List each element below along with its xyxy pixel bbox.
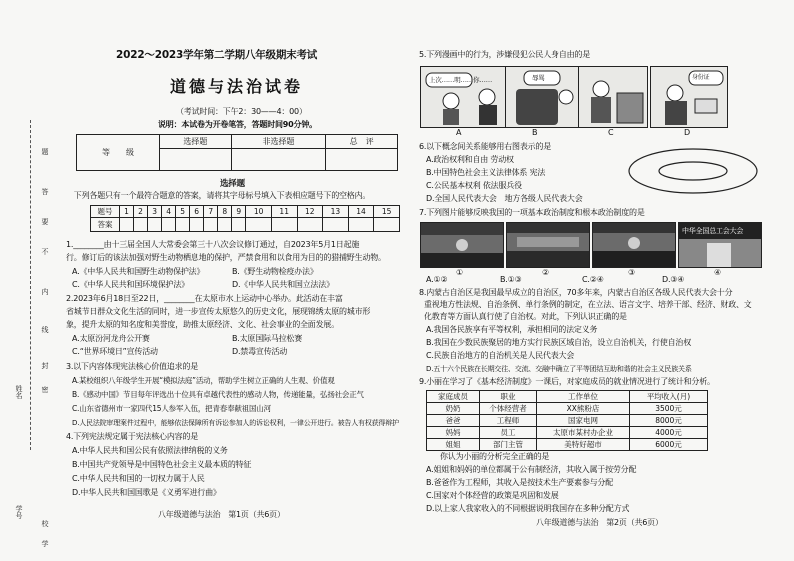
question-number: 8 — [218, 206, 232, 218]
concept-ellipses — [626, 146, 760, 196]
question-stem: 省城节日群众文化生活的同时，进一步宣传太原悠久的历史文化，展现锦绣太原的城市形 — [66, 307, 371, 316]
option: A.中华人民共和国公民有依照法律纳税的义务 — [72, 446, 228, 455]
table-cell: 太原市某村办企业 — [537, 427, 630, 439]
question-number: 9 — [232, 206, 246, 218]
score-col-total: 总 评 — [326, 135, 398, 149]
page-footer: 八年级道德与法治 第1页（共6页） — [158, 510, 285, 519]
option: D.全国人民代表大会 地方各级人民代表大会 — [426, 194, 583, 203]
answer-cell[interactable] — [271, 218, 297, 232]
score-col-nonchoice: 非选择题 — [231, 135, 326, 149]
comic-label: A — [456, 128, 462, 137]
exam-note: 说明：本试卷为开卷笔答，答题时间90分钟。 — [158, 120, 317, 129]
comic-d — [650, 66, 728, 128]
answer-row-label: 答案 — [91, 218, 120, 232]
option: C.②④ — [582, 275, 604, 284]
margin-label: 封 — [41, 362, 49, 369]
question-stem: 9.小丽在学习了《基本经济制度》一课后，对家庭成员的就业情况进行了统计和分析。 — [419, 377, 715, 386]
section-title: 选择题 — [220, 179, 245, 189]
answer-row-label: 题号 — [91, 206, 120, 218]
table-cell: 4000元 — [630, 427, 708, 439]
answer-table — [90, 205, 400, 232]
table-header: 工作单位 — [537, 391, 630, 403]
question-number: 4 — [162, 206, 176, 218]
photo-label: ④ — [714, 268, 722, 277]
question-number: 6 — [190, 206, 204, 218]
seal-line — [30, 120, 31, 450]
question-stem: 重视地方性法规、自治条例、单行条例的制定，在立法、语言文字、培养干部、经济、财政、文 — [424, 300, 752, 309]
table-cell: 国家电网 — [537, 415, 630, 427]
option: B.太原国际马拉松赛 — [232, 334, 303, 343]
photo-1 — [420, 222, 504, 268]
answer-cell[interactable] — [348, 218, 374, 232]
question-number: 1 — [120, 206, 134, 218]
binding-margin — [0, 0, 58, 561]
option: A.太原汾河龙舟公开赛 — [72, 334, 150, 343]
photo-label: ② — [542, 268, 550, 277]
option: A.《中华人民共和国野生动物保护法》 — [72, 267, 205, 276]
option: C.民族自治地方的自治机关是人民代表大会 — [426, 351, 575, 360]
question-number: 15 — [374, 206, 400, 218]
page-footer: 八年级道德与法治 第2页（共6页） — [536, 518, 663, 527]
option: D.禁毒宣传活动 — [232, 347, 288, 356]
question-stem: 化教育等方面认真行使了自治权。对此，下列认识正确的是 — [424, 312, 627, 321]
speech-bubble: 身份证 — [692, 74, 710, 81]
answer-cell[interactable] — [218, 218, 232, 232]
exam-title: 2022～2023学年第二学期八年级期末考试 — [116, 49, 318, 61]
table-cell: 6000元 — [630, 439, 708, 451]
photo-label: ① — [456, 268, 464, 277]
question-number: 3 — [148, 206, 162, 218]
speech-bubble: 辱骂 — [532, 74, 545, 82]
table-cell: 员工 — [480, 427, 537, 439]
margin-label: 学 — [41, 540, 49, 547]
option: C.《中华人民共和国环境保护法》 — [72, 280, 189, 289]
answer-cell[interactable] — [190, 218, 204, 232]
speech-bubble: 上次……明……你…… — [429, 76, 493, 84]
option: C.中华人民共和国的一切权力属于人民 — [72, 474, 205, 483]
margin-label: 校 — [41, 520, 49, 527]
comic-label: B — [532, 128, 538, 137]
question-stem: 象，提升太原的知名度和美誉度，助推太原经济、文化、社会事业的全面发展。 — [66, 320, 339, 329]
table-cell: 部门主管 — [480, 439, 537, 451]
option: B.《野生动物检疫办法》 — [232, 267, 318, 276]
option: D.《中华人民共和国立法法》 — [232, 280, 334, 289]
answer-cell[interactable] — [134, 218, 148, 232]
option: A.某校组织八年级学生开展“模拟法庭”活动，帮助学生树立正确的人生观、价值观 — [72, 376, 335, 385]
exam-subtitle: 道德与法治试卷 — [170, 77, 304, 96]
table-cell: 姐姐 — [427, 439, 480, 451]
question-stem: 2.2023年6月18日至22日，________在太原市水上运动中心举办。此活动在丰富 — [66, 294, 343, 303]
question-stem: 5.下列漫画中的行为，涉嫌侵犯公民人身自由的是 — [419, 50, 591, 59]
question-stem: 8.内蒙古自治区是我国最早成立的自治区，70多年来，内蒙古自治区各级人民代表大会十分 — [419, 288, 733, 297]
table-header: 平均收入(月) — [630, 391, 708, 403]
score-cell[interactable] — [326, 149, 398, 171]
question-stem: 4.下列宪法规定属于宪法核心内容的是 — [66, 432, 199, 441]
margin-label: 题 — [41, 148, 49, 155]
comic-c — [578, 66, 648, 128]
question-number: 7 — [204, 206, 218, 218]
table-header: 职业 — [480, 391, 537, 403]
question-stem: 1.________由十三届全国人大常委会第三十八次会议修订通过，自2023年5月1日起施 — [66, 240, 360, 249]
table-header: 家庭成员 — [427, 391, 480, 403]
option: A.我国各民族享有平等权利，承担相同的法定义务 — [426, 325, 598, 334]
option: D.中华人民共和国国歌是《义勇军进行曲》 — [72, 488, 221, 497]
option: C.公民基本权利 依法服兵役 — [426, 181, 522, 190]
answer-cell[interactable] — [162, 218, 176, 232]
table-cell: 工程师 — [480, 415, 537, 427]
answer-cell[interactable] — [246, 218, 272, 232]
option: C.“世界环境日”宣传活动 — [72, 347, 158, 356]
margin-label: 不 — [41, 248, 49, 255]
table-row — [427, 439, 708, 451]
table-cell: 奶奶 — [427, 403, 480, 415]
photo-2 — [506, 222, 590, 268]
option: A.①② — [426, 275, 448, 284]
photo-4 — [678, 222, 762, 268]
option: B.中国共产党领导是中国特色社会主义最本质的特征 — [72, 460, 252, 469]
option: D.五十六个民族在长期交往、交流、交融中确立了平等团结互助和谐的社会主义民族关系 — [426, 365, 692, 373]
question-number: 14 — [348, 206, 374, 218]
margin-label: 内 — [41, 288, 49, 295]
question-number: 2 — [134, 206, 148, 218]
option: A.姐姐和妈妈的单位都属于公有制经济，其收入属于按劳分配 — [426, 465, 637, 474]
margin-label: 密 — [41, 386, 49, 393]
question-number: 10 — [246, 206, 272, 218]
income-table — [426, 390, 708, 451]
table-row — [427, 415, 708, 427]
score-row-header: 等 级 — [77, 135, 160, 171]
exam-time: （考试时间：下午2：30——4：00） — [176, 107, 307, 116]
answer-cell[interactable] — [204, 218, 218, 232]
question-number: 13 — [323, 206, 349, 218]
answer-cell[interactable] — [374, 218, 400, 232]
section-instruction: 下列各题只有一个最符合题意的答案，请将其字母标号填入下表相应题号下的空格内。 — [66, 191, 371, 200]
id-field-label: 学号 — [15, 505, 23, 519]
table-cell: 个体经营者 — [480, 403, 537, 415]
comic-b — [505, 66, 583, 128]
table-cell: 美特好超市 — [537, 439, 630, 451]
table-cell: XX熊粉店 — [537, 403, 630, 415]
question-prompt: 你认为小丽的分析完全正确的是 — [440, 452, 550, 461]
name-field-label: 姓名 — [15, 385, 23, 399]
answer-cell[interactable] — [232, 218, 246, 232]
margin-label: 答 — [41, 188, 49, 195]
option: D.以上家人我家收入的不同根据说明我国存在多种分配方式 — [426, 504, 630, 513]
option: D.人民法院审理案件过程中，能够依法保障所有诉讼参加人的诉讼权利，一律公开进行。被告人有权获得辩护 — [72, 419, 399, 427]
photo-3 — [592, 222, 676, 268]
question-stem: 3.以下内容体现宪法核心价值追求的是 — [66, 362, 199, 371]
comic-a — [420, 66, 514, 128]
question-stem: 7.下列图片能够反映我国的一项基本政治制度和根本政治制度的是 — [419, 208, 645, 217]
table-cell: 爸爸 — [427, 415, 480, 427]
table-cell: 3500元 — [630, 403, 708, 415]
answer-cell[interactable] — [148, 218, 162, 232]
option: B.①③ — [500, 275, 522, 284]
answer-cell[interactable] — [297, 218, 323, 232]
option: C.国家对个体经营的政策是巩固和发展 — [426, 491, 559, 500]
question-stem: 6.以下概念间关系能够用右图表示的是 — [419, 142, 552, 151]
answer-cell[interactable] — [176, 218, 190, 232]
question-number: 11 — [271, 206, 297, 218]
table-cell: 妈妈 — [427, 427, 480, 439]
option: B.《感动中国》节目每年评选出十位具有卓越代表性的感动人物，传递能量，弘扬社会正气 — [72, 390, 364, 399]
photo-label: ③ — [628, 268, 636, 277]
comic-label: D — [684, 128, 691, 137]
photo-caption: 中华全国总工会大会 — [682, 227, 744, 235]
table-cell: 8000元 — [630, 415, 708, 427]
option: B.爸爸作为工程师，其收入是按技术生产要素参与分配 — [426, 478, 614, 487]
option: C.山东省德州市一家四代15人参军入伍，把青春奉献祖国山河 — [72, 404, 271, 413]
table-row — [427, 403, 708, 415]
score-table — [76, 134, 398, 171]
option: B.中国特色社会主义法律体系 宪法 — [426, 168, 546, 177]
comic-label: C — [608, 128, 614, 137]
margin-label: 线 — [41, 326, 49, 333]
score-cell[interactable] — [231, 149, 326, 171]
question-stem: 行。修订后的该法加强对野生动物栖息地的保护，严禁食用和以食用为目的的猎捕野生动物。 — [66, 253, 386, 262]
margin-label: 要 — [41, 218, 49, 225]
option: D.③④ — [662, 275, 685, 284]
answer-cell[interactable] — [120, 218, 134, 232]
table-row — [427, 427, 708, 439]
question-number: 5 — [176, 206, 190, 218]
score-col-choice: 选择题 — [160, 135, 232, 149]
question-number: 12 — [297, 206, 323, 218]
answer-cell[interactable] — [323, 218, 349, 232]
option: A.政治权利和自由 劳动权 — [426, 155, 514, 164]
option: B.我国在少数民族聚居的地方实行民族区域自治，设立自治机关，行使自治权 — [426, 338, 692, 347]
score-cell[interactable] — [160, 149, 232, 171]
